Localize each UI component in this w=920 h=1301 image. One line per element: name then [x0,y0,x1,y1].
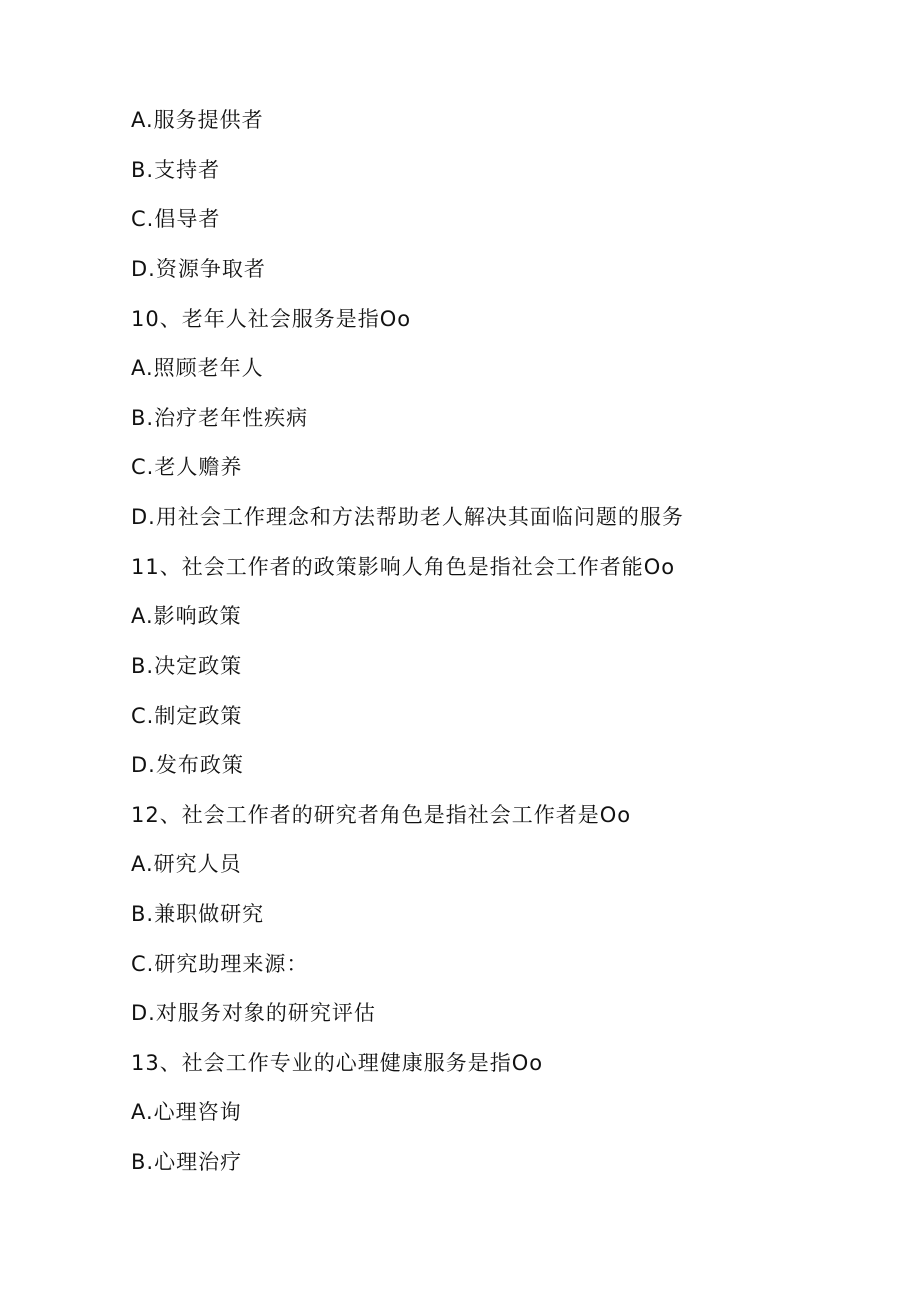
option-text: A.心理咨询 [131,1100,242,1124]
option-text: D.用社会工作理念和方法帮助老人解决其面临问题的服务 [131,505,684,529]
option-text: B.支持者 [131,158,221,182]
question-text: 13、社会工作专业的心理健康服务是指Oo [131,1051,544,1075]
option-text: B.兼职做研究 [131,902,265,926]
question-text: 10、老年人社会服务是指Oo [131,307,412,331]
option-text: C.老人赡养 [131,455,243,479]
option-text: B.治疗老年性疾病 [131,406,309,430]
option-text: D.资源争取者 [131,257,266,281]
question-text: 11、社会工作者的政策影响人角色是指社会工作者能Oo [131,555,676,579]
option-text: C.研究助理来源： [131,952,309,976]
option-text: A.照顾老年人 [131,356,264,380]
option-text: A.影响政策 [131,604,242,628]
option-text: C.制定政策 [131,704,243,728]
question-text: 12、社会工作者的研究者角色是指社会工作者是Oo [131,803,632,827]
option-text: B.决定政策 [131,654,243,678]
option-text: D.发布政策 [131,753,244,777]
option-text: D.对服务对象的研究评估 [131,1001,376,1025]
option-text: C.倡导者 [131,207,221,231]
option-text: A.研究人员 [131,852,242,876]
option-text: A.服务提供者 [131,108,264,132]
option-text: B.心理治疗 [131,1150,243,1174]
